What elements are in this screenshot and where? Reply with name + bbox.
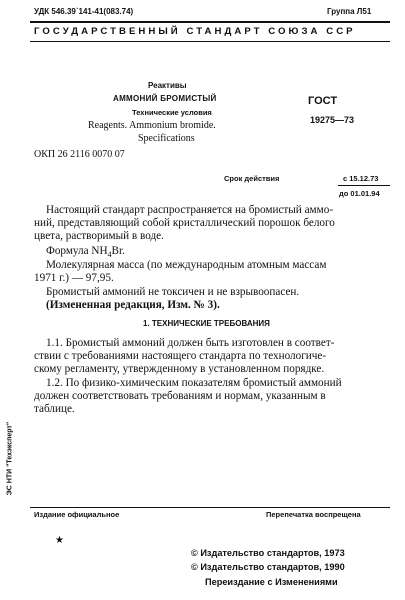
document-category: Реактивы [148, 81, 187, 90]
top-rule [30, 21, 390, 23]
document-title: АММОНИЙ БРОМИСТЫЙ [113, 94, 217, 103]
copyright-1973: © Издательство стандартов, 1973 [191, 548, 345, 558]
formula-suffix: Br. [111, 245, 125, 257]
edition-note: (Измененная редакция, Изм. № 3). [46, 299, 220, 311]
gost-number: 19275—73 [310, 115, 355, 125]
reissue-note: Переиздание с Изменениями [205, 577, 338, 587]
intro-line2: ний, представляющий собой кристаллический порошок белого [34, 217, 335, 229]
clause-1-1-line2: ствии с требованиями настоящего стандарта по технологиче- [34, 350, 327, 362]
molecular-mass-line1: Молекулярная масса (по международным атомным массам [46, 259, 327, 271]
clause-1-2-line1: 1.2. По физико-химическим показателям бромистый аммоний [46, 377, 342, 389]
formula-prefix: Формула NH [46, 245, 108, 257]
clause-1-1-line1: 1.1. Бромистый аммоний должен быть изготовлен в соответ- [46, 337, 335, 349]
footer-rule [30, 507, 390, 508]
side-stamp: ЭС НТИ "Техэксперт" [6, 421, 14, 496]
section-heading: 1. ТЕХНИЧЕСКИЕ ТРЕБОВАНИЯ [143, 319, 270, 328]
document-subtitle: Технические условия [132, 108, 212, 117]
group-code: Группа Л51 [327, 7, 372, 16]
validity-from: с 15.12.73 [343, 174, 379, 183]
english-title-line2: Specifications [138, 133, 195, 144]
copyright-1990: © Издательство стандартов, 1990 [191, 562, 345, 572]
clause-1-2-line3: таблице. [34, 403, 75, 415]
safety-note: Бромистый аммоний не токсичен и не взрывоопасен. [46, 286, 300, 298]
state-standard-heading: ГОСУДАРСТВЕННЫЙ СТАНДАРТ СОЮЗА ССР [34, 26, 356, 37]
gost-label: ГОСТ [308, 95, 338, 107]
udk-code: УДК 546.39`141-41(083.74) [34, 7, 134, 16]
official-edition-label: Издание официальное [34, 510, 120, 519]
intro-line3: цвета, растворимый в воде. [34, 230, 164, 242]
english-title-line1: Reagents. Ammonium bromide. [88, 120, 216, 131]
formula-subscript: 4 [107, 250, 112, 260]
molecular-mass-line2: 1971 г.) — 97,95. [34, 272, 114, 284]
star-icon: ★ [55, 535, 64, 546]
validity-to: до 01.01.94 [339, 189, 380, 198]
clause-1-2-line2: должен соответствовать требованиям и нормам, указанным в [34, 390, 326, 402]
okp-code: ОКП 26 2116 0070 07 [34, 149, 125, 160]
intro-line1: Настоящий стандарт распространяется на бромистый аммо- [46, 204, 334, 216]
header-rule [30, 41, 390, 42]
clause-1-1-line3: скому регламенту, утвержденному в установленном порядке. [34, 363, 325, 375]
reprint-prohibited-label: Перепечатка воспрещена [266, 510, 361, 519]
validity-label: Срок действия [224, 174, 280, 183]
validity-rule [338, 185, 390, 186]
